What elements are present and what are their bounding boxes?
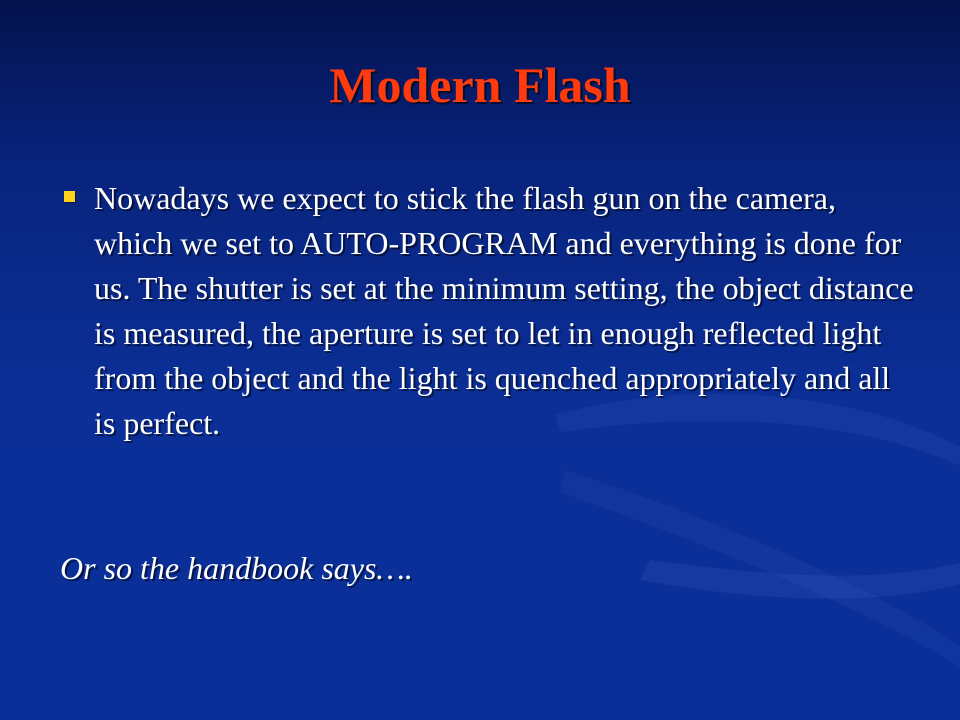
slide-title: Modern Flash — [329, 57, 631, 113]
bullet-text: Nowadays we expect to stick the flash gun on the camera, which we set to AUTO-PROGRAM and everything is done for us. The shutter is set at the minimum setting, the object distance is measured, the aperture is set to let in enough reflected light from the object and the light is quenched appropriately and all is perfect. — [94, 180, 914, 441]
handbook-note: Or so the handbook says…. — [60, 550, 413, 586]
square-bullet-icon — [64, 191, 75, 202]
